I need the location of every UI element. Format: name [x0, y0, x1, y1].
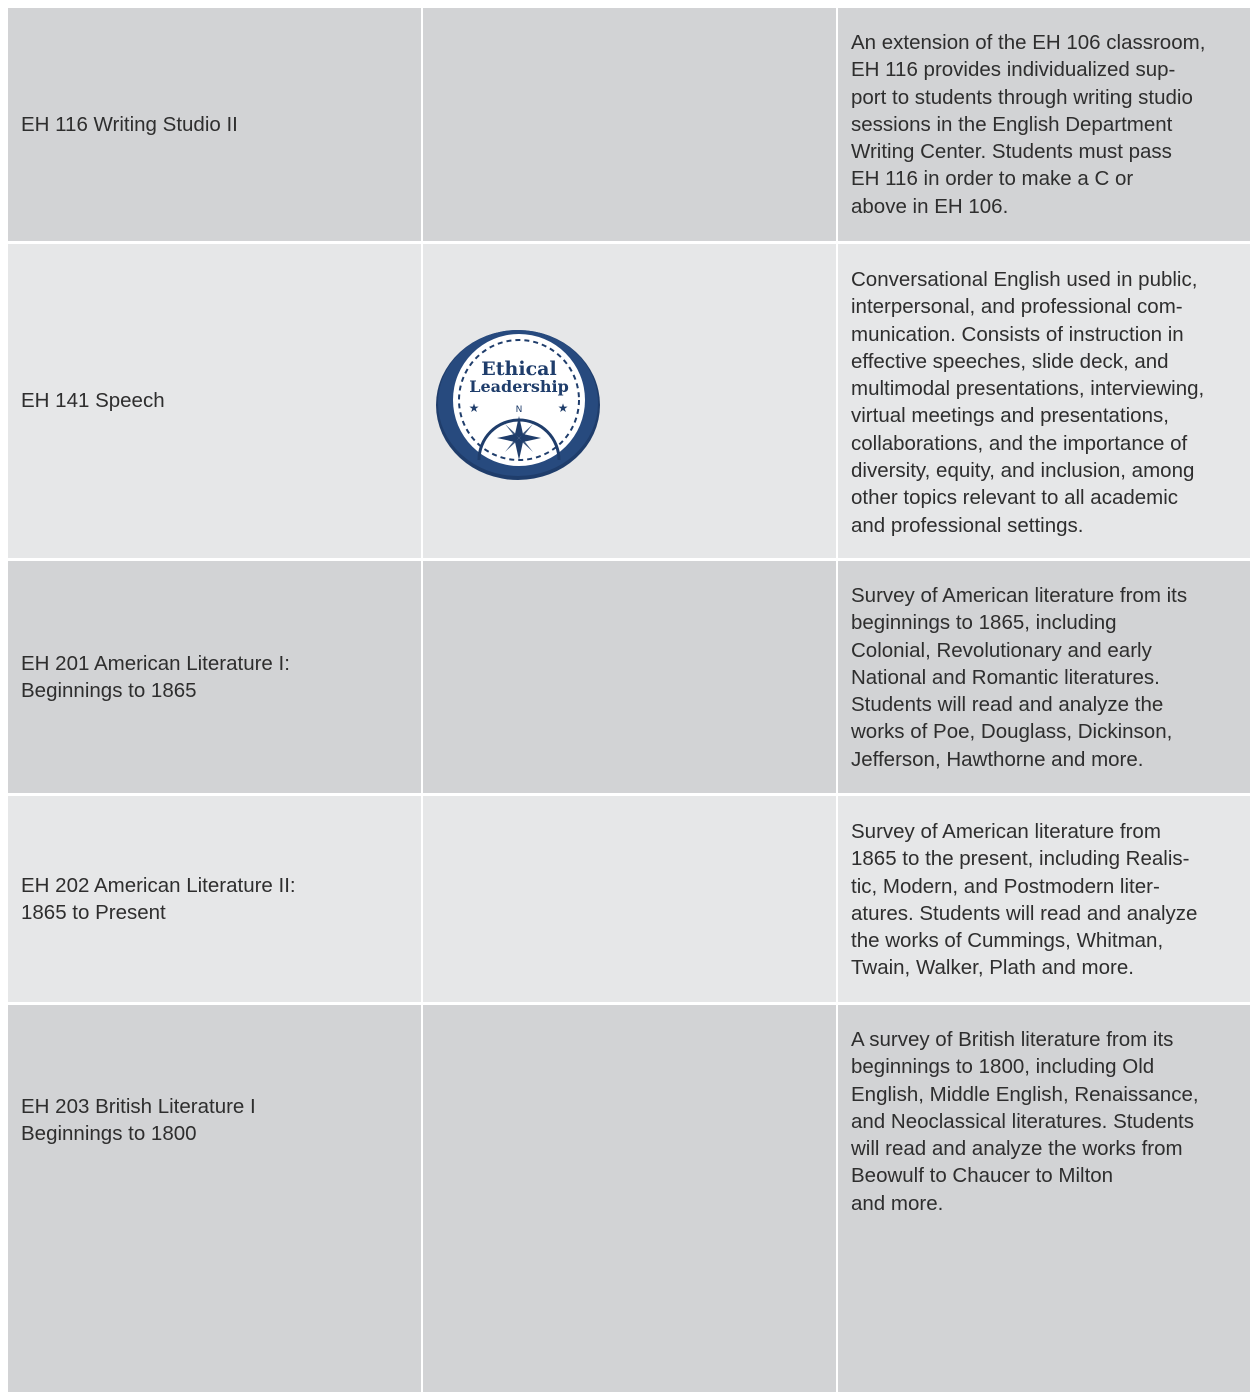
star-icon: ★: [468, 401, 480, 415]
badge-cell: [423, 244, 836, 558]
ethical-leadership-badge-icon: [435, 324, 605, 484]
badge-line2: Leadership: [469, 377, 569, 396]
star-icon: ★: [557, 401, 569, 415]
badge-cell: [423, 8, 836, 241]
course-title: EH 116 Writing Studio II: [8, 8, 421, 241]
course-description: [838, 796, 1250, 1002]
course-description-text: Conversational English used in public, interpersonal, and professional com- munication. Consists of instruction in effective speeches, slide deck, and multimodal presentations, interviewing, virtual meetings and presentations, collaborations, and the importance of diversity, equity, and inclusion, among other topics relevant to all academic and professional settings.: [851, 268, 1205, 537]
course-description-text: Survey of American literature from 1865 to the present, including Realis- tic, Modern, and Postmodern liter- atures. Students will read and analyze the works of Cummings, Whitman, Twain, Walker, Plath and more.: [851, 820, 1198, 980]
badge-cell: [423, 1005, 836, 1392]
course-description: [838, 561, 1250, 793]
badge-line1: Ethical: [481, 358, 557, 380]
badge-cell: [423, 561, 836, 793]
badge-cell: [423, 796, 836, 1002]
course-title: EH 201 American Literature I: Beginnings to 1865: [8, 561, 421, 793]
course-title: EH 203 British Literature I Beginnings to 1800: [8, 1005, 421, 1392]
course-description: [838, 8, 1250, 241]
course-title: EH 202 American Literature II: 1865 to Present: [8, 796, 421, 1002]
course-description: [838, 1005, 1250, 1392]
course-table: [8, 8, 1250, 1392]
course-description-text: An extension of the EH 106 classroom, EH 116 provides individualized sup- port to students through writing studio sessions in the English Department Writing Center. Students must pass EH 116 in order to make a C or above in EH 106.: [851, 31, 1206, 218]
course-description: [838, 244, 1250, 558]
course-description-text: Survey of American literature from its beginnings to 1865, including Colonial, Revolutionary and early National and Romantic literatures. Students will read and analyze the works of Poe, Douglass, Dickinson, Jefferson, Hawthorne and more.: [851, 584, 1188, 771]
compass-letter: N: [515, 405, 523, 415]
course-description-text: A survey of British literature from its beginnings to 1800, including Old English, Middle English, Renaissance, and Neoclassical literatures. Students will read and analyze the works from Beowulf to Chaucer to Milton and more.: [851, 1028, 1199, 1215]
course-title: EH 141 Speech: [8, 244, 421, 558]
